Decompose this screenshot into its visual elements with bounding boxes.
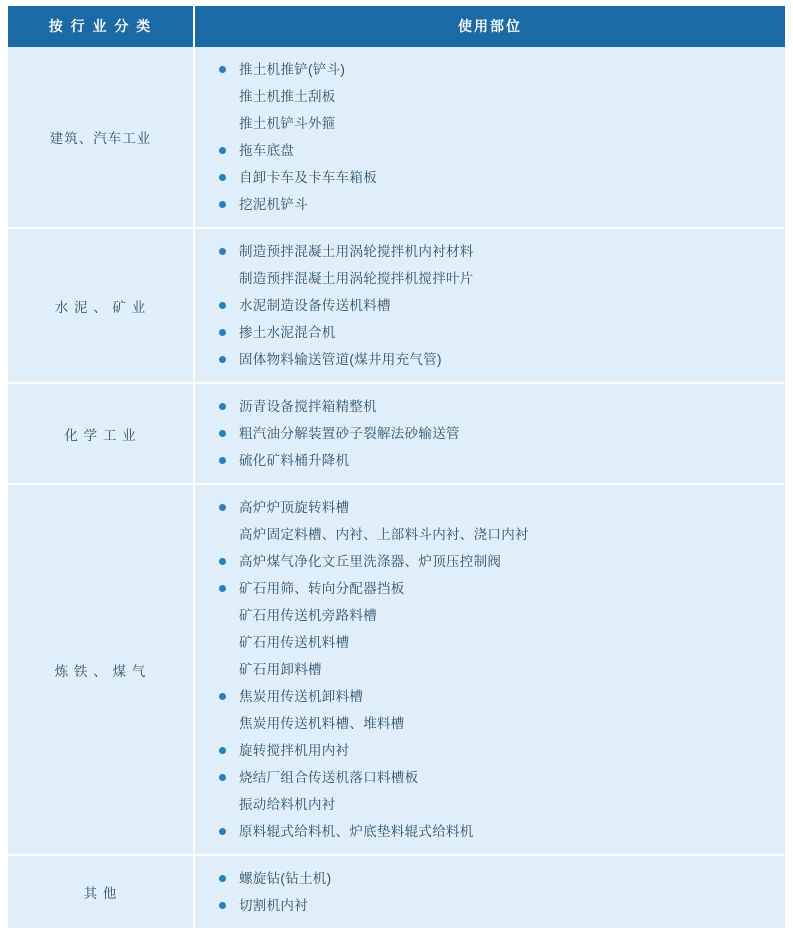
column-header-parts: 使用部位 xyxy=(194,6,785,47)
list-item: 高炉炉顶旋转料槽 xyxy=(217,494,785,521)
list-item: 推土机铲斗外箍 xyxy=(239,116,336,131)
table-header xyxy=(8,6,785,47)
list-item: 挖泥机铲斗 xyxy=(217,191,785,218)
parts-cell xyxy=(194,855,785,928)
industry-cell: 化 学 工 业 xyxy=(8,383,194,484)
list-item: 高炉煤气净化文丘里洗涤器、炉顶压控制阀 xyxy=(217,548,785,575)
list-item: 切割机内衬 xyxy=(217,892,785,919)
list-item: 固体物料输送管道(煤井用充气管) xyxy=(217,346,785,373)
parts-list xyxy=(217,494,785,845)
table-body xyxy=(8,47,785,928)
list-item: 矿石用传送机料槽 xyxy=(239,635,350,650)
table-row xyxy=(8,47,785,228)
list-item: 焦炭用传送机卸料槽 xyxy=(217,683,785,710)
list-item: 掺土水泥混合机 xyxy=(217,319,785,346)
industry-cell: 炼 铁 、 煤 气 xyxy=(8,484,194,855)
parts-list xyxy=(217,238,785,373)
table-row xyxy=(8,383,785,484)
parts-list xyxy=(217,56,785,218)
table-row xyxy=(8,484,785,855)
list-item: 拖车底盘 xyxy=(217,137,785,164)
table-row xyxy=(8,855,785,928)
list-item: 推土机推铲(铲斗) xyxy=(217,56,785,83)
list-item: 自卸卡车及卡车车箱板 xyxy=(217,164,785,191)
spec-table-container xyxy=(8,0,785,928)
list-item: 制造预拌混凝土用涡轮搅拌机内衬材料 xyxy=(217,238,785,265)
industry-cell: 水 泥 、 矿 业 xyxy=(8,228,194,383)
list-item: 沥青设备搅拌箱精整机 xyxy=(217,393,785,420)
list-item: 螺旋钻(钻土机) xyxy=(217,865,785,892)
list-item: 高炉固定料槽、内衬、上部料斗内衬、浇口内衬 xyxy=(239,527,529,542)
list-item: 制造预拌混凝土用涡轮搅拌机搅拌叶片 xyxy=(239,271,474,286)
list-item: 矿石用卸料槽 xyxy=(239,662,322,677)
list-item: 推土机推土刮板 xyxy=(239,89,336,104)
list-item: 矿石用筛、转向分配器挡板 xyxy=(217,575,785,602)
industry-application-table xyxy=(8,6,785,928)
list-item: 旋转搅拌机用内衬 xyxy=(217,737,785,764)
parts-cell xyxy=(194,47,785,228)
parts-cell xyxy=(194,228,785,383)
list-item: 烧结厂组合传送机落口料槽板 xyxy=(217,764,785,791)
industry-cell: 建筑、汽车工业 xyxy=(8,47,194,228)
list-item: 水泥制造设备传送机料槽 xyxy=(217,292,785,319)
table-row xyxy=(8,228,785,383)
list-item: 粗汽油分解装置砂子裂解法砂输送管 xyxy=(217,420,785,447)
list-item: 振动给料机内衬 xyxy=(239,797,336,812)
parts-list xyxy=(217,865,785,919)
list-item: 原料辊式给料机、炉底垫料辊式给料机 xyxy=(217,818,785,845)
parts-cell xyxy=(194,484,785,855)
list-item: 焦炭用传送机料槽、堆料槽 xyxy=(239,716,405,731)
parts-list xyxy=(217,393,785,474)
list-item: 矿石用传送机旁路料槽 xyxy=(239,608,377,623)
column-header-industry: 按 行 业 分 类 xyxy=(8,6,194,47)
list-item: 硫化矿料桶升降机 xyxy=(217,447,785,474)
table-header-row xyxy=(8,6,785,47)
industry-cell: 其 他 xyxy=(8,855,194,928)
parts-cell xyxy=(194,383,785,484)
